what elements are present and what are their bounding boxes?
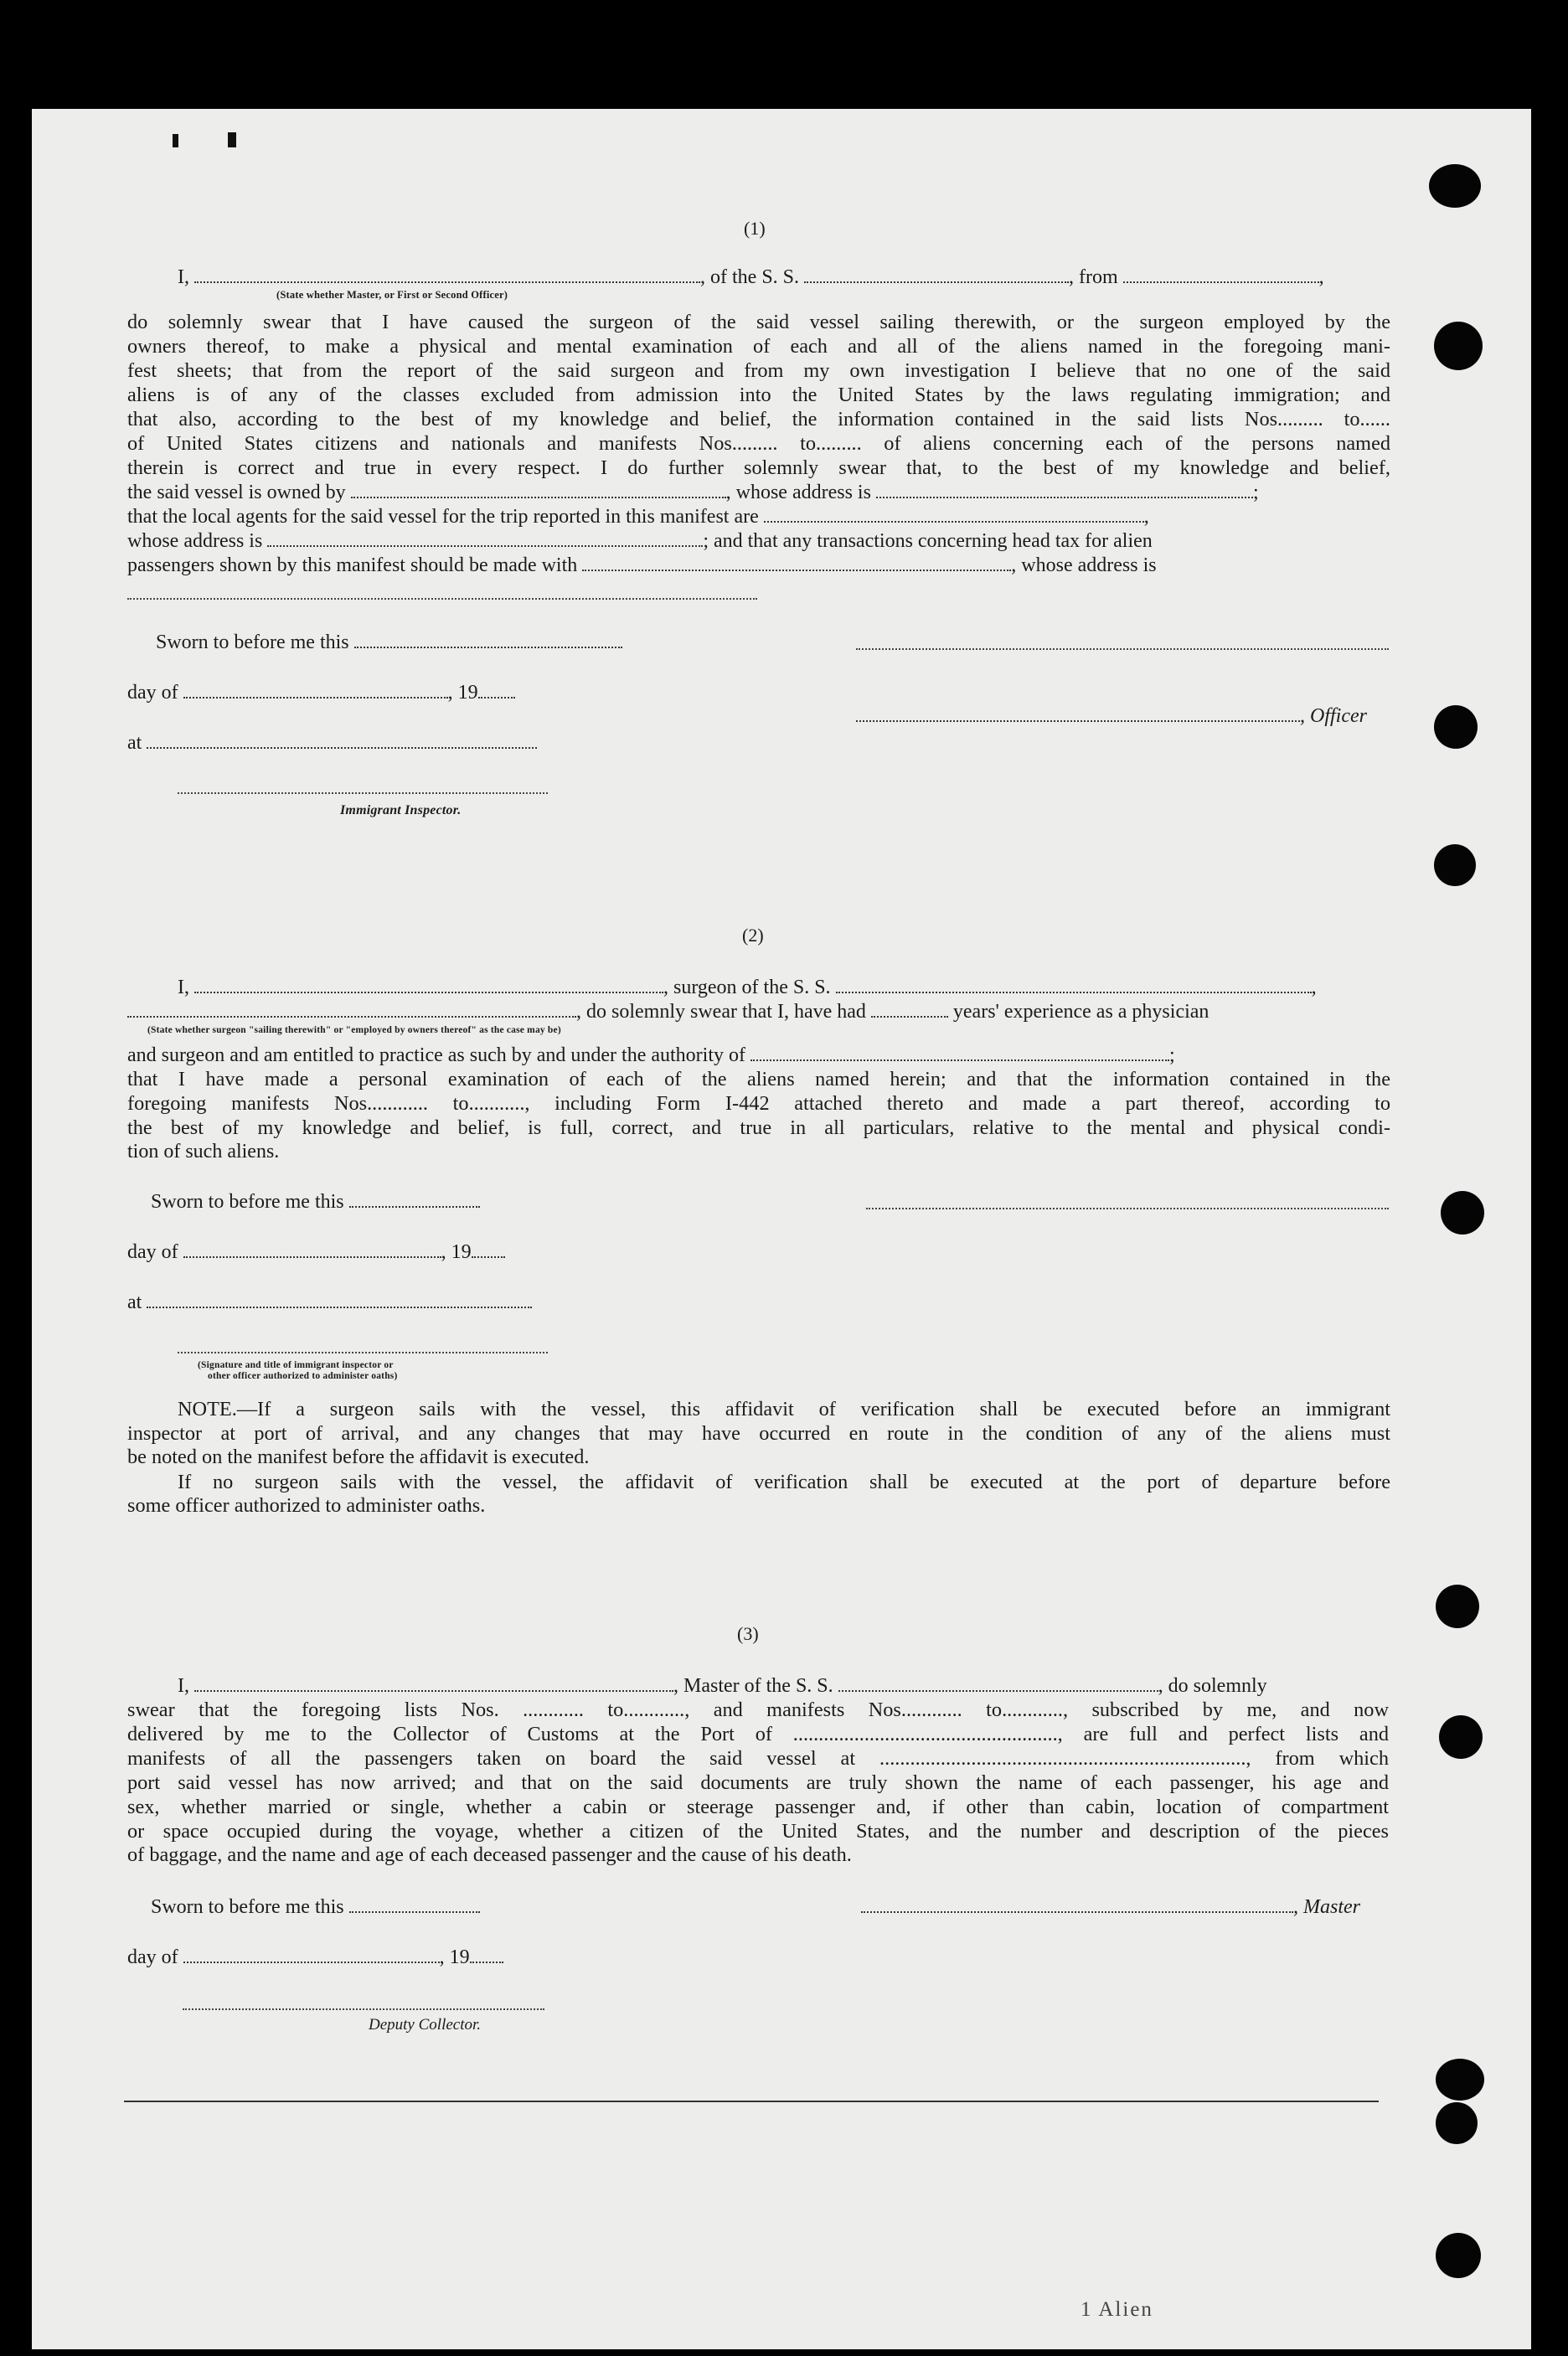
note-line: NOTE.—If a surgeon sails with the vessel, this affidavit of verification shall be executed before an immigrant: [178, 1398, 1390, 1420]
s1-inspector-line: [178, 792, 548, 794]
s3-para-line: port said vessel has now arrived; and that on the said documents are truly shown the name of each passenger, his age and: [127, 1771, 1389, 1794]
s1-sworn: Sworn to before me this: [156, 630, 622, 654]
s2-sig-caption-2: other officer authorized to administer oaths): [208, 1371, 398, 1381]
s2-para-line: foregoing manifests Nos............ to..........., including Form I-442 attached thereto and made a part thereof, according to: [127, 1092, 1390, 1115]
s3-para-line: delivered by me to the Collector of Customs at the Port of ...................................................., are full and perfect lists and: [127, 1723, 1389, 1745]
punch-hole: [1439, 1715, 1483, 1759]
s1-officer-line: , Officer: [856, 704, 1367, 728]
s3-deputy-line: [183, 2008, 544, 2010]
s1-caption: (State whether Master, or First or Second Officer): [276, 289, 508, 301]
s2-day-of: day of , 19: [127, 1240, 505, 1264]
note-line: be noted on the manifest before the affidavit is executed.: [127, 1446, 590, 1468]
s1-line1: I, , of the S. S. , from ,: [178, 266, 1324, 288]
s1-owned-line: the said vessel is owned by , whose address is ;: [127, 482, 1259, 503]
footer-stamp: 1 Alien: [1081, 2298, 1153, 2321]
s1-para-line: aliens is of any of the classes excluded from admission into the United States by the laws regulating immigration; and: [127, 384, 1390, 406]
s3-para-line: sex, whether married or single, whether a cabin or steerage passenger and, if other than cabin, location of compartment: [127, 1796, 1389, 1818]
note-line: some officer authorized to administer oaths.: [127, 1494, 486, 1517]
s3-deputy-caption: Deputy Collector.: [369, 2016, 482, 2034]
punch-hole: [1436, 2233, 1481, 2278]
s3-master-line: , Master: [861, 1895, 1360, 1919]
s3-para-line: swear that the foregoing lists Nos. ............ to............, and manifests Nos............ to............, subscribed by me, and now: [127, 1699, 1389, 1721]
s1-agents-line: that the local agents for the said vessel for the trip reported in this manifest are ,: [127, 506, 1149, 528]
s2-sworn: Sworn to before me this: [151, 1189, 480, 1214]
punch-hole: [1434, 322, 1483, 370]
punch-hole: [1441, 1191, 1484, 1235]
s1-passengers-line: passengers shown by this manifest should be made with , whose address is: [127, 554, 1157, 576]
s3-para-line: of baggage, and the name and age of each deceased passenger and the cause of his death.: [127, 1843, 852, 1866]
speck: [173, 134, 178, 147]
s2-para-line: that I have made a personal examination of each of the aliens named herein; and that the information contained in the: [127, 1068, 1390, 1090]
punch-hole: [1436, 1585, 1479, 1628]
section-3-number: (3): [737, 1623, 759, 1644]
s1-inspector-caption: Immigrant Inspector.: [340, 803, 462, 817]
punch-hole: [1436, 2102, 1478, 2144]
punch-hole: [1434, 844, 1476, 886]
s2-line1: I, , surgeon of the S. S. ,: [178, 977, 1317, 998]
s1-para-line: owners thereof, to make a physical and mental examination of each and all of the aliens named in the foregoing mani-: [127, 335, 1390, 358]
s1-day-of: day of , 19: [127, 680, 515, 704]
note-line: inspector at port of arrival, and any changes that may have occurred en route in the condition of any of the aliens must: [127, 1422, 1390, 1445]
s3-line1: I, , Master of the S. S. , do solemnly: [178, 1675, 1267, 1697]
s2-caption: (State whether surgeon "sailing therewith" or "employed by owners thereof" as the case may be): [147, 1025, 561, 1035]
s1-para-line: fest sheets; that from the report of the said surgeon and from my own investigation I believe that no one of the said: [127, 359, 1390, 382]
punch-hole: [1429, 164, 1481, 208]
s2-sig-caption-1: (Signature and title of immigrant inspector or: [198, 1360, 394, 1370]
s3-day-of: day of , 19: [127, 1945, 503, 1969]
s1-signature-line: [856, 648, 1389, 650]
s2-para-line: the best of my knowledge and belief, is full, correct, and true in all particulars, relative to the mental and physical condi-: [127, 1116, 1390, 1139]
s2-signature-line: [866, 1208, 1389, 1209]
punch-hole: [1434, 705, 1478, 749]
section-1-number: (1): [744, 218, 766, 239]
s2-line2: , do solemnly swear that I, have had years' experience as a physician: [127, 999, 1209, 1023]
s1-address-fill-line: [127, 598, 757, 600]
s2-inspector-line: [178, 1352, 548, 1353]
s2-para-line: and surgeon and am entitled to practice as such by and under the authority of ;: [127, 1044, 1175, 1066]
s2-at: at: [127, 1290, 532, 1314]
s1-para-line: that also, according to the best of my knowledge and belief, the information contained in the said lists Nos......... to......: [127, 408, 1390, 430]
punch-hole: [1436, 2059, 1484, 2101]
s3-para-line: manifests of all the passengers taken on board the said vessel at ........................................................................, from which: [127, 1747, 1389, 1770]
section-2-number: (2): [742, 925, 764, 946]
s1-para-line: do solemnly swear that I have caused the surgeon of the said vessel sailing therewith, or the surgeon employed by the: [127, 311, 1390, 333]
s1-at: at: [127, 730, 537, 755]
s1-para-line: of United States citizens and nationals and manifests Nos......... to......... of aliens concerning each of the persons named: [127, 432, 1390, 455]
s1-address2-line: whose address is ; and that any transactions concerning head tax for alien: [127, 530, 1153, 552]
s3-sworn: Sworn to before me this: [151, 1895, 480, 1919]
speck: [228, 132, 236, 147]
bottom-rule: [124, 2101, 1379, 2102]
s1-para-line: therein is correct and true in every respect. I do further solemnly swear that, to the best of my knowledge and belief,: [127, 456, 1390, 479]
s3-para-line: or space occupied during the voyage, whether a citizen of the United States, and the number and description of the pieces: [127, 1820, 1389, 1843]
note-line: If no surgeon sails with the vessel, the affidavit of verification shall be executed at the port of departure before: [178, 1471, 1390, 1493]
s2-para-line: tion of such aliens.: [127, 1141, 280, 1163]
